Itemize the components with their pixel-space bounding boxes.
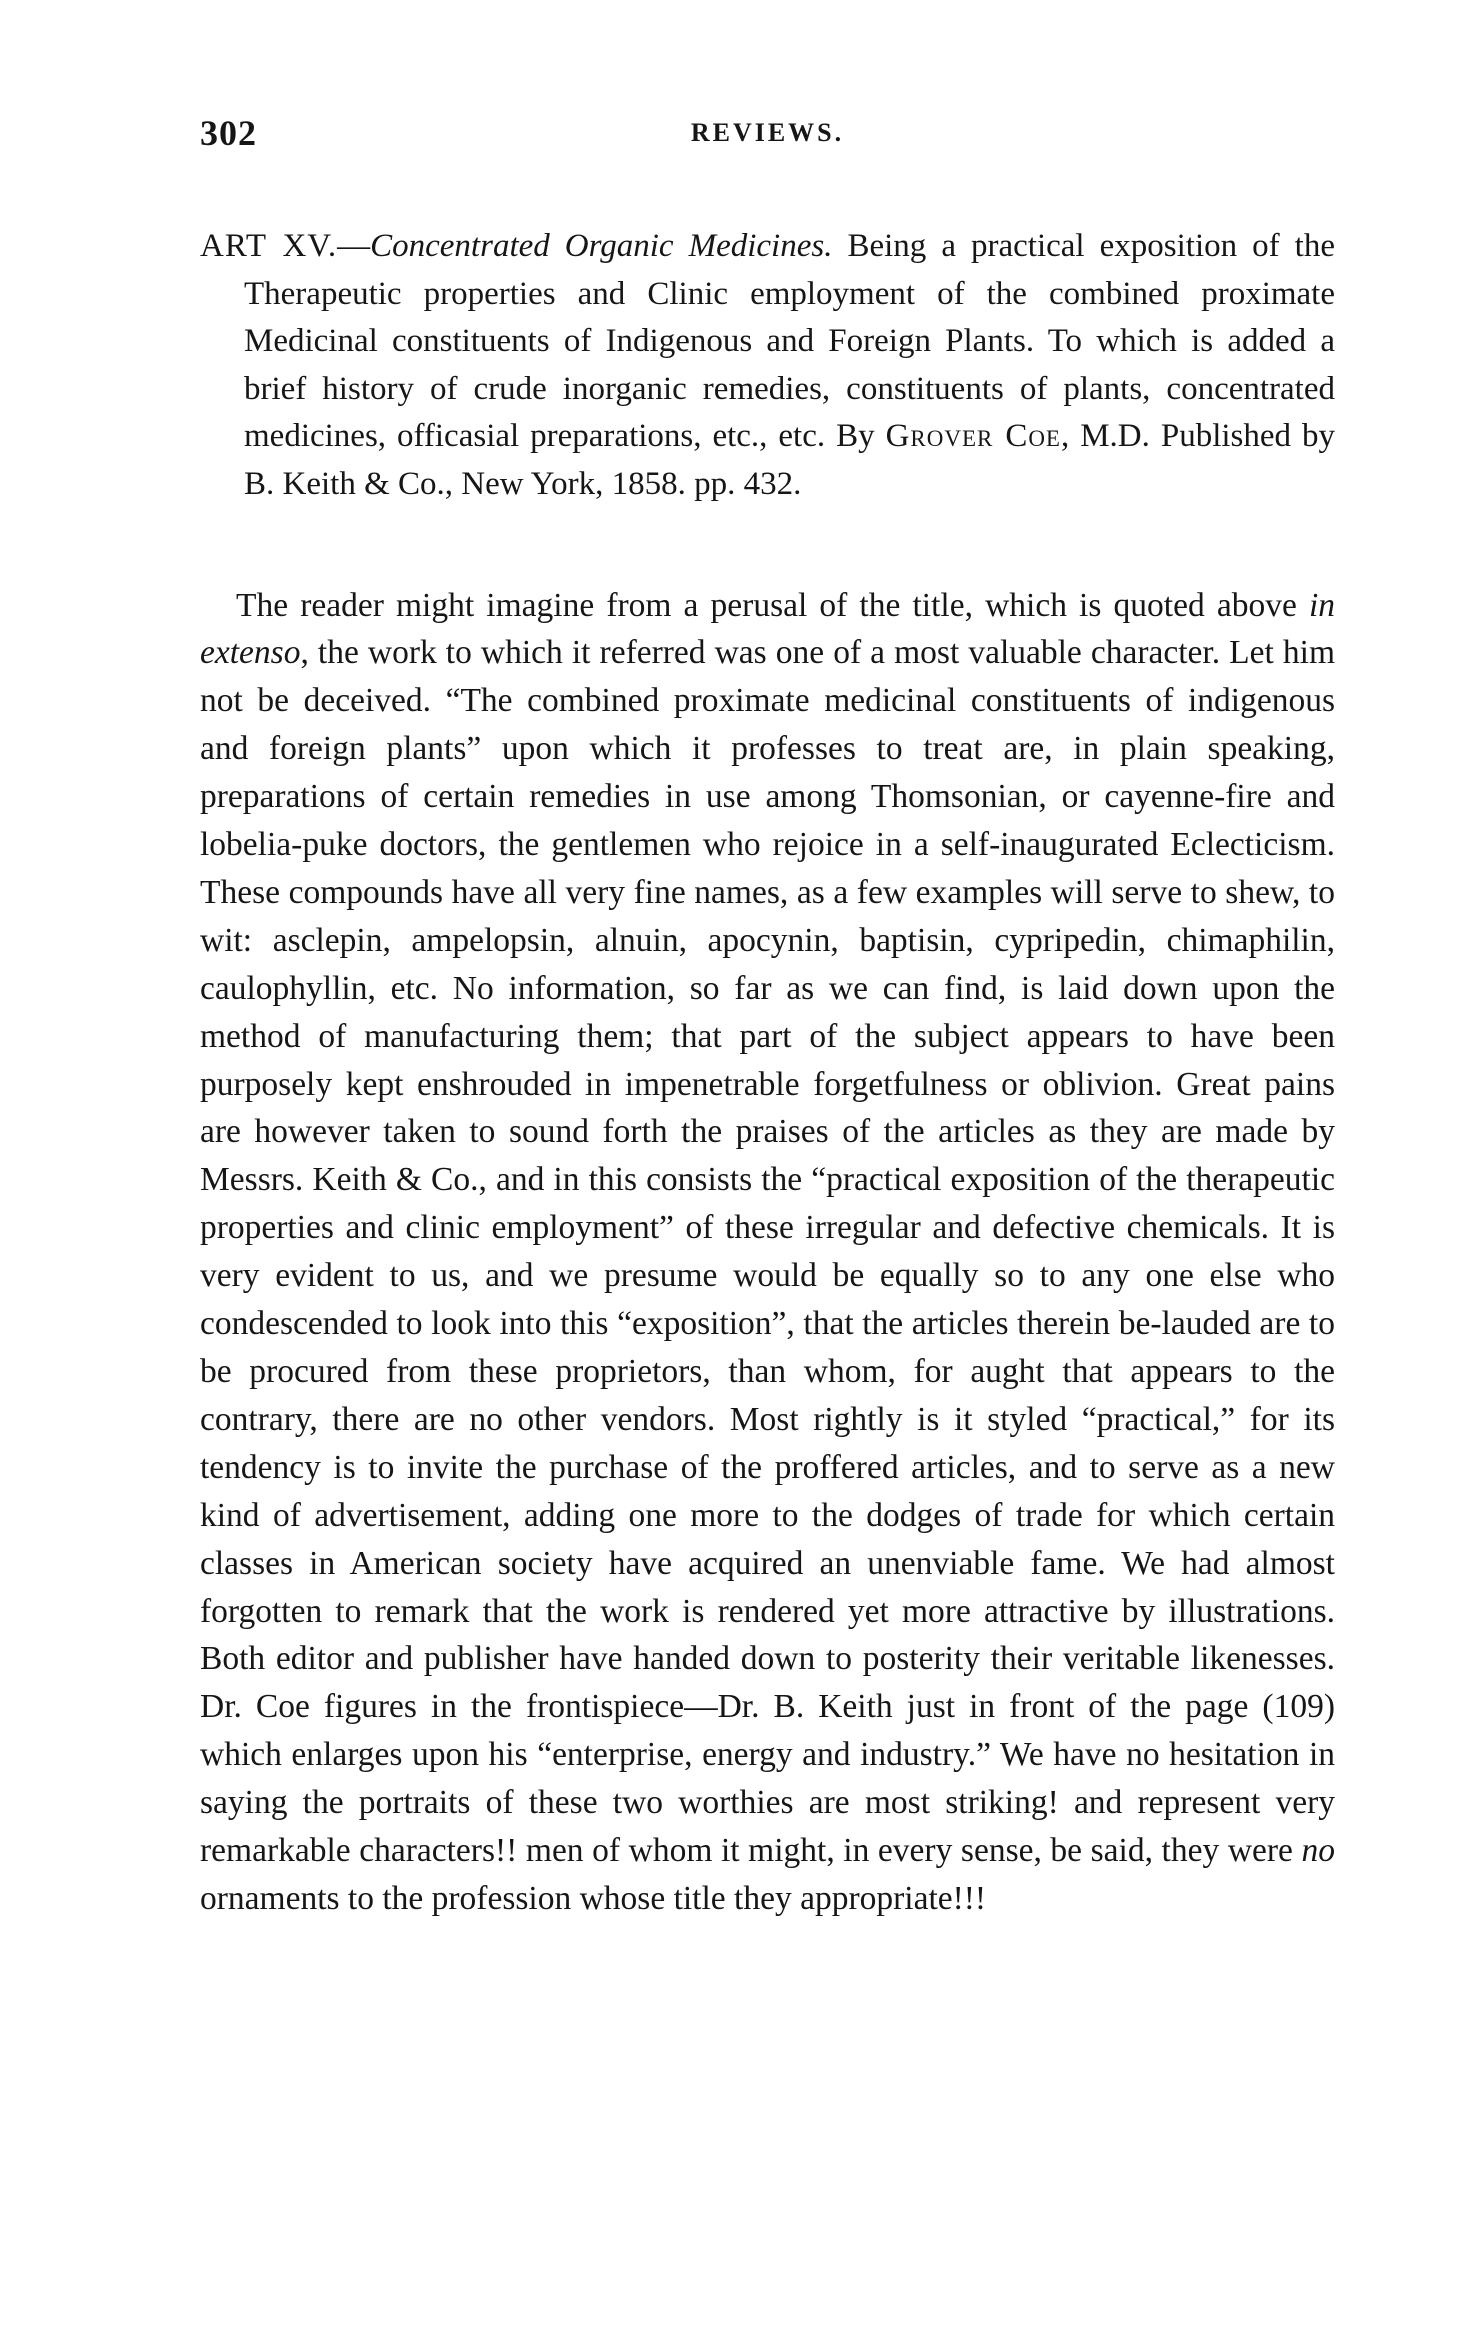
review-text-part-2: , the work to which it referred was one of a most valuable character. Let him not be deceived. “The combined proximate medicinal constituents of indigenous and foreign plants” upon which it professes to treat are, in plain speaking, preparations of certain remedies in use among Thomsonian, or cayenne-fire and lobelia-puke doctors, the gentlemen who rejoice in a self-inaugurated Eclecticism. These compounds have all very fine names, as a few examples will serve to shew, to wit: asclepin, ampelopsin, alnuin, apocynin, baptisin, cypripedin, chimaphilin, caulophyllin, etc. No information, so far as we can find, is laid down upon the method of manufacturing them; that part of the subject appears to have been purposely kept enshrouded in impenetrable forgetfulness or oblivion. Great pains are however taken to sound forth the praises of the articles as they are made by Messrs. Keith & Co., and in this consists the “practical exposition of the therapeutic properties and clinic employment” of these irregular and defective chemicals. It is very evident to us, and we presume would be equally so to any one else who condescended to look into this “exposition”, that the articles therein be-lauded are to be procured from these proprietors, than whom, for aught that appears to the contrary, there are no other vendors. Most rightly is it styled “practical,” for its tendency is to invite the purchase of the proffered articles, and to serve as a new kind of advertisement, adding one more to the dodges of trade for which certain classes in American society have acquired an unenviable fame. We had almost forgotten to remark that the work is rendered yet more attractive by illustrations. Both editor and publisher have handed down to posterity their veritable likenesses. Dr. Coe figures in the frontispiece—Dr. B. Keith just in front of the page (109) which enlarges upon his “enterprise, energy and industry.” We have no hesitation in saying the portraits of these two worthies are most striking! and represent very remarkable characters!! men of whom it might, in every sense, be said, they were (200, 634, 1335, 1870)
page-number: 302 (200, 113, 257, 153)
review-italic-in-extenso: in extenso (200, 586, 1335, 672)
article-label: ART XV. (200, 228, 338, 264)
book-title: Concentrated Organic Medicines. (370, 228, 833, 264)
article-citation (200, 223, 1335, 508)
running-title: REVIEWS. (690, 118, 845, 147)
review-paragraph (200, 582, 1335, 1923)
review-text-part-3: ornaments to the profession whose title they appropriate!!! (200, 1879, 987, 1917)
book-author: Grover Coe (885, 418, 1061, 454)
article-dash: — (337, 228, 371, 264)
running-head (200, 112, 1335, 162)
review-text-part-1: The reader might imagine from a perusal of the title, which is quoted above (236, 586, 1309, 624)
publication-details: , M.D. Published by B. Keith & Co., New York, 1858. pp. 432. (244, 418, 1335, 502)
book-subtitle: Being a practical exposition of the Therapeutic properties and Clinic employment of the combined proximate Medicinal constituents of Indigenous and Foreign Plants. To which is added a brief history of crude inorganic remedies, constituents of plants, concentrated medicines, officasial preparations, etc., etc. By (244, 228, 1335, 454)
review-italic-no: no (1301, 1832, 1335, 1870)
